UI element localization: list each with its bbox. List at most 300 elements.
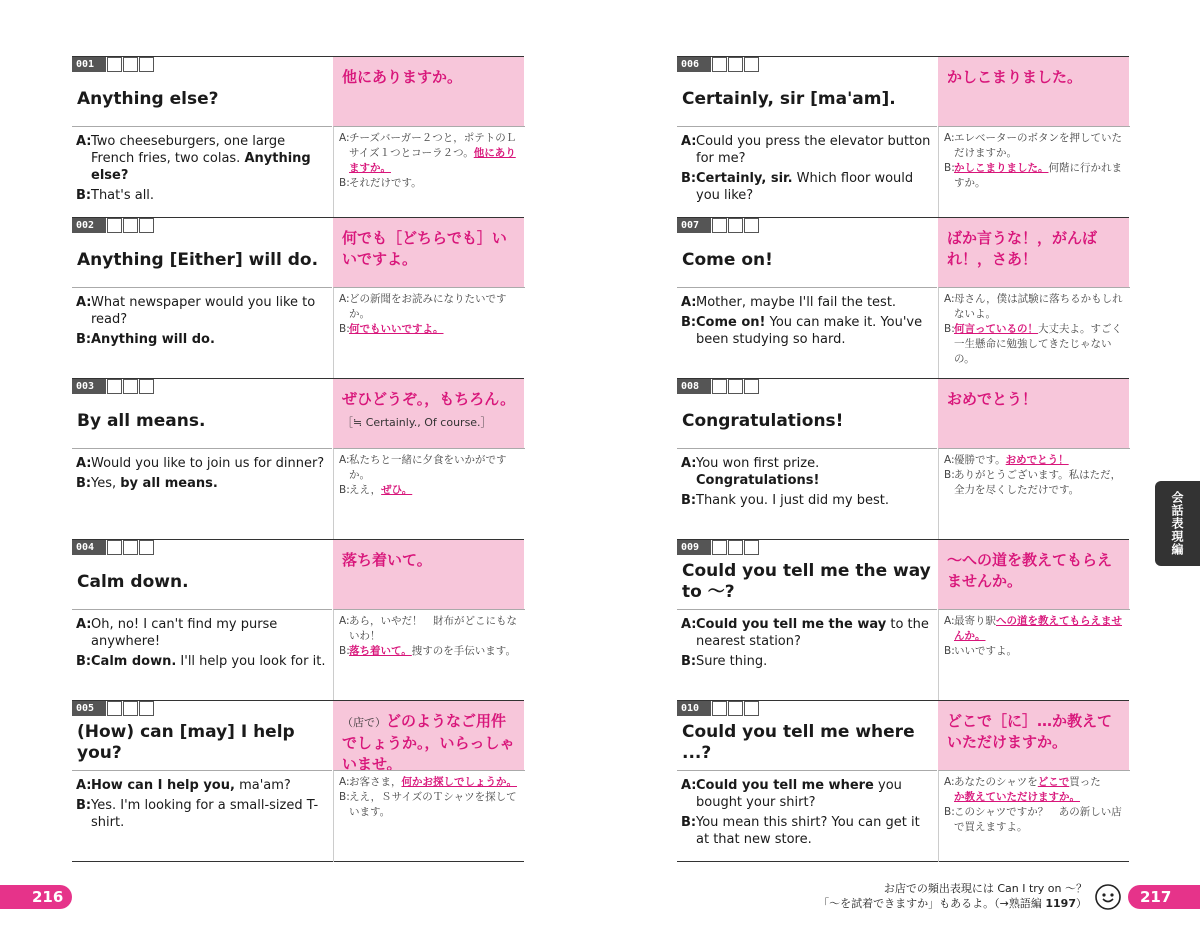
speaker-label: A: <box>339 293 350 305</box>
entry-body <box>72 448 524 539</box>
footer-note-line1: お店での頻出表現には Can I try on ～？ <box>883 882 1087 895</box>
phrase-entry <box>677 217 1129 378</box>
dialogue-line <box>334 790 521 820</box>
speaker-label: A: <box>944 615 955 627</box>
speaker-label: B: <box>339 484 350 496</box>
dialogue-line <box>939 161 1126 191</box>
speaker-label: B: <box>339 323 350 335</box>
speaker-label: A: <box>944 776 955 788</box>
speaker-label: A: <box>944 132 955 144</box>
english-phrase: Anything else? <box>77 88 219 109</box>
entry-body <box>677 609 1129 700</box>
speaker-label: B: <box>944 323 955 335</box>
dialogue-line <box>72 133 326 184</box>
entry-header <box>677 701 1129 770</box>
dialogue-line <box>72 294 326 328</box>
dialogue-line <box>334 176 521 191</box>
dialogue-text: ありがとうございます。私はただ，全力を尽くしただけです。 <box>954 469 1122 496</box>
dialogue-line <box>334 453 521 483</box>
section-tab[interactable]: 会話表現編 <box>1155 481 1200 566</box>
speaker-label: B: <box>681 315 697 330</box>
english-phrase: Congratulations! <box>682 410 844 431</box>
dialogue-key-phrase: Congratulations! <box>696 473 820 488</box>
english-dialogue <box>677 287 937 379</box>
dialogue-key-phrase: 落ち着いて。 <box>349 645 412 657</box>
english-dialogue <box>72 609 332 701</box>
english-dialogue-lines <box>72 455 326 492</box>
japanese-phrase-block <box>342 711 518 775</box>
dialogue-line <box>334 644 521 659</box>
checkbox[interactable] <box>107 379 122 394</box>
dialogue-line <box>939 614 1126 644</box>
dialogue-line <box>677 814 931 848</box>
speaker-label: B: <box>339 645 350 657</box>
entry-header <box>72 218 524 287</box>
english-phrase: (How) can [may] I help you? <box>77 722 295 763</box>
japanese-dialogue-lines <box>939 775 1126 835</box>
dialogue-line <box>72 653 326 670</box>
english-phrase: Anything [Either] will do. <box>77 249 319 270</box>
dialogue-text: you bought your shirt? <box>696 778 902 810</box>
speaker-label: B: <box>944 469 955 481</box>
japanese-dialogue <box>333 126 525 218</box>
japanese-phrase-block <box>342 67 518 88</box>
japanese-dialogue <box>938 609 1130 701</box>
dialogue-line <box>939 644 1126 659</box>
dialogue-key-phrase: Come on! <box>696 315 766 330</box>
speaker-label: A: <box>76 456 92 471</box>
dialogue-line <box>334 131 521 176</box>
english-phrase: Could you tell me where ...? <box>682 722 915 763</box>
translation-cell <box>938 540 1129 609</box>
japanese-phrase: ぜひどうぞ。，もちろん。 <box>342 390 516 408</box>
japanese-phrase-note: ［≒ Certainly., Of course.］ <box>342 416 492 429</box>
japanese-phrase-block <box>342 228 518 270</box>
speaker-label: B: <box>76 332 92 347</box>
japanese-dialogue-lines <box>334 131 521 191</box>
english-dialogue-lines <box>677 616 931 670</box>
english-dialogue <box>72 126 332 218</box>
dialogue-key-phrase: by all means. <box>120 476 218 491</box>
footer-note-line2: 「～を試着できますか」もあるよ。（→熟語編 1197） <box>818 897 1087 910</box>
dialogue-line <box>72 616 326 650</box>
dialogue-key-phrase: おめでとう！ <box>1005 454 1069 466</box>
phrase-entry <box>677 378 1129 539</box>
entry-body <box>72 609 524 700</box>
dialogue-key-phrase: 何かお探しでしょうか。 <box>401 776 517 788</box>
checkbox[interactable] <box>107 540 122 555</box>
speaker-label: A: <box>76 295 92 310</box>
speaker-label: B: <box>76 654 92 669</box>
speaker-label: B: <box>681 493 697 508</box>
japanese-phrase: ～への道を教えてもらえませんか。 <box>947 551 1113 590</box>
dialogue-text: Oh, no! I can't find my purse anywhere! <box>91 617 278 649</box>
checkbox[interactable] <box>139 379 154 394</box>
speaker-label: A: <box>339 132 350 144</box>
entry-body <box>72 126 524 217</box>
dialogue-key-phrase: Could you tell me the way <box>696 617 887 632</box>
japanese-phrase-block <box>947 550 1123 592</box>
english-dialogue-lines <box>677 133 931 204</box>
checkbox[interactable] <box>744 57 759 72</box>
dialogue-key-phrase: 何言っているの！ <box>954 323 1038 335</box>
dialogue-text: それだけです。 <box>349 177 422 189</box>
checkbox[interactable] <box>744 379 759 394</box>
checkbox[interactable] <box>728 57 743 72</box>
dialogue-text: That's all. <box>91 188 155 203</box>
english-dialogue-lines <box>72 616 326 670</box>
dialogue-text: What newspaper would you like to read? <box>91 295 316 327</box>
checkbox[interactable] <box>139 57 154 72</box>
english-dialogue <box>677 770 937 862</box>
speaker-label: A: <box>944 454 955 466</box>
dialogue-line <box>677 492 931 509</box>
checkbox[interactable] <box>712 379 727 394</box>
dialogue-line <box>334 483 521 498</box>
speaker-label: A: <box>76 617 92 632</box>
english-dialogue-lines <box>677 455 931 509</box>
dialogue-text: Which floor would you like? <box>696 171 914 203</box>
phrase-cell <box>677 218 937 287</box>
japanese-dialogue <box>333 609 525 701</box>
japanese-dialogue <box>938 448 1130 540</box>
dialogue-text: いいですよ。 <box>954 645 1017 657</box>
english-dialogue <box>677 448 937 540</box>
checkbox[interactable] <box>123 379 138 394</box>
dialogue-text: ええ， <box>349 484 382 496</box>
dialogue-text: このシャツですか？ あの新しい店で買えますよ。 <box>954 806 1122 833</box>
dialogue-line <box>939 805 1126 835</box>
speaker-label: B: <box>76 476 92 491</box>
dialogue-text: お客さま， <box>349 776 402 788</box>
translation-cell <box>333 540 524 609</box>
dialogue-key-phrase: か教えていただけますか。 <box>954 791 1080 803</box>
dialogue-line <box>72 797 326 831</box>
dialogue-key-phrase: 何でもいいですよ。 <box>349 323 444 335</box>
phrase-cell <box>677 701 937 770</box>
dialogue-text: ma'am? <box>234 778 291 793</box>
dialogue-text: Would you like to join us for dinner? <box>91 456 325 471</box>
speaker-label: A: <box>339 776 350 788</box>
japanese-phrase: おめでとう！ <box>947 390 1038 408</box>
japanese-phrase: どのようなご用件でしょうか。，いらっしゃいませ。 <box>342 712 515 773</box>
entry-number-bar <box>72 379 154 394</box>
entry-body <box>72 287 524 378</box>
phrase-entry <box>72 539 524 700</box>
dialogue-text: Two cheeseburgers, one large French fries, two colas. <box>91 134 286 166</box>
dialogue-key-phrase: 他にありますか。 <box>349 147 516 174</box>
english-dialogue <box>677 609 937 701</box>
dialogue-line <box>72 777 326 794</box>
japanese-dialogue-lines <box>939 292 1126 367</box>
page-number-right: 217 <box>1128 885 1200 909</box>
english-phrase: Certainly, sir [ma'am]. <box>682 88 896 109</box>
entry-header <box>72 701 524 773</box>
entry-number-bar <box>677 540 759 555</box>
speaker-label: A: <box>681 617 697 632</box>
speaker-label: A: <box>681 456 697 471</box>
phrase-entry <box>72 700 524 862</box>
checkbox[interactable] <box>744 218 759 233</box>
phrase-cell <box>72 701 332 770</box>
phrase-cell <box>677 379 937 448</box>
english-dialogue-lines <box>72 777 326 831</box>
entry-number: 001 <box>72 57 106 72</box>
dialogue-key-phrase: Calm down. <box>91 654 177 669</box>
checkbox[interactable] <box>107 701 122 716</box>
entry-number-bar <box>72 540 154 555</box>
entry-header <box>72 379 524 448</box>
dialogue-text: Could you press the elevator button for me? <box>696 134 931 166</box>
speaker-label: B: <box>339 177 350 189</box>
phrase-entry <box>72 217 524 378</box>
right-page <box>677 56 1129 862</box>
japanese-dialogue-lines <box>939 453 1126 498</box>
checkbox[interactable] <box>744 701 759 716</box>
dialogue-text: Sure thing. <box>696 654 768 669</box>
dialogue-key-phrase: への道を教えてもらえませんか。 <box>954 615 1122 642</box>
dialogue-line <box>72 331 326 348</box>
entry-number: 004 <box>72 540 106 555</box>
dialogue-text: 何階に行かれますか。 <box>954 162 1122 189</box>
entry-number-bar <box>677 701 759 716</box>
dialogue-key-phrase: かしこまりました。 <box>954 162 1049 174</box>
entry-number: 010 <box>677 701 711 716</box>
checkbox[interactable] <box>712 57 727 72</box>
japanese-phrase: どこで［に］…か教えていただけますか。 <box>947 712 1113 751</box>
dialogue-text: You won first prize. <box>696 456 820 471</box>
translation-cell <box>938 701 1129 770</box>
left-page <box>72 56 524 862</box>
translation-cell <box>938 218 1129 287</box>
translation-cell <box>938 379 1129 448</box>
japanese-dialogue <box>333 287 525 379</box>
dialogue-text: あら，いやだ！ 財布がどこにもないわ！ <box>349 615 517 642</box>
dialogue-key-phrase: どこで <box>1037 776 1070 788</box>
speaker-label: B: <box>681 815 697 830</box>
english-dialogue <box>72 770 332 862</box>
checkbox[interactable] <box>123 57 138 72</box>
japanese-dialogue-lines <box>939 131 1126 191</box>
entry-number: 009 <box>677 540 711 555</box>
entry-number-bar <box>677 57 759 72</box>
english-dialogue <box>72 287 332 379</box>
dialogue-text: 買った <box>1069 776 1101 788</box>
phrase-cell <box>677 540 937 609</box>
entry-number-bar <box>677 218 759 233</box>
dialogue-line <box>334 614 521 644</box>
japanese-phrase: 他にありますか。 <box>342 68 463 86</box>
dialogue-text: 最寄り駅 <box>954 615 996 627</box>
translation-cell <box>333 379 524 448</box>
dialogue-line <box>334 322 521 337</box>
phrase-cell <box>72 379 332 448</box>
checkbox[interactable] <box>107 57 122 72</box>
dialogue-line <box>939 292 1126 322</box>
dialogue-line <box>677 455 931 489</box>
checkbox[interactable] <box>123 218 138 233</box>
dialogue-line <box>677 616 931 650</box>
dialogue-text: You can make it. You've been studying so hard. <box>696 315 923 347</box>
dialogue-text: Thank you. I just did my best. <box>696 493 890 508</box>
dialogue-line <box>677 777 931 811</box>
dialogue-key-phrase: Anything will do. <box>91 332 215 347</box>
dialogue-text: あなたのシャツを <box>954 776 1038 788</box>
dialogue-text: Mother, maybe I'll fail the test. <box>696 295 897 310</box>
dialogue-line <box>939 131 1126 161</box>
checkbox[interactable] <box>712 540 727 555</box>
japanese-phrase-block <box>342 389 518 433</box>
entry-number: 008 <box>677 379 711 394</box>
dialogue-text: チーズバーガー２つと，ポテトのＬサイズ１つとコーラ２つ。 <box>349 132 517 159</box>
page-number-left: 216 <box>0 885 72 909</box>
english-dialogue-lines <box>72 294 326 348</box>
entry-header <box>677 540 1129 609</box>
dialogue-line <box>72 187 326 204</box>
checkbox[interactable] <box>139 218 154 233</box>
checkbox[interactable] <box>728 540 743 555</box>
checkbox[interactable] <box>139 540 154 555</box>
entry-number: 005 <box>72 701 106 716</box>
dialogue-line <box>677 133 931 167</box>
checkbox[interactable] <box>123 540 138 555</box>
english-phrase: Come on! <box>682 249 773 270</box>
dialogue-key-phrase: Anything else? <box>91 151 311 183</box>
dialogue-line <box>334 775 521 790</box>
checkbox[interactable] <box>728 379 743 394</box>
translation-cell <box>938 57 1129 126</box>
dialogue-line <box>939 790 1126 805</box>
phrase-entry <box>677 700 1129 862</box>
entry-body <box>677 770 1129 861</box>
speaker-label: A: <box>681 295 697 310</box>
entry-number: 006 <box>677 57 711 72</box>
dialogue-key-phrase: ぜひ。 <box>381 484 413 496</box>
dialogue-text: エレベーターのボタンを押していただけますか。 <box>954 132 1122 159</box>
checkbox[interactable] <box>139 701 154 716</box>
dialogue-text: 私たちと一緒に夕食をいかがですか。 <box>349 454 507 481</box>
speaker-label: B: <box>76 798 92 813</box>
entry-header <box>677 218 1129 287</box>
dialogue-line <box>72 455 326 472</box>
japanese-dialogue <box>938 287 1130 379</box>
checkbox[interactable] <box>123 701 138 716</box>
dialogue-text: You mean this shirt? You can get it at that new store. <box>696 815 920 847</box>
dialogue-key-phrase: How can I help you, <box>91 778 235 793</box>
speaker-label: A: <box>944 293 955 305</box>
english-dialogue-lines <box>677 294 931 348</box>
dialogue-line <box>939 775 1126 790</box>
english-dialogue-lines <box>72 133 326 204</box>
dialogue-text: 母さん，僕は試験に落ちるかもしれないよ。 <box>954 293 1123 320</box>
speaker-label: B: <box>76 188 92 203</box>
smiley-face-icon <box>1095 884 1121 910</box>
translation-cell <box>333 218 524 287</box>
checkbox[interactable] <box>712 701 727 716</box>
dialogue-text: I'll help you look for it. <box>176 654 326 669</box>
dialogue-text: 捜すのを手伝います。 <box>411 645 516 657</box>
entry-body <box>677 126 1129 217</box>
phrase-cell <box>72 57 332 126</box>
speaker-label: B: <box>339 791 350 803</box>
speaker-label: B: <box>681 654 697 669</box>
footer-note <box>818 881 1087 911</box>
checkbox[interactable] <box>712 218 727 233</box>
japanese-dialogue-lines <box>334 453 521 498</box>
entry-body <box>72 770 524 861</box>
phrase-entry <box>72 56 524 217</box>
japanese-dialogue-lines <box>334 292 521 337</box>
english-phrase: Calm down. <box>77 571 189 592</box>
dialogue-line <box>677 294 931 311</box>
japanese-dialogue <box>333 448 525 540</box>
entry-number: 002 <box>72 218 106 233</box>
dialogue-text: Yes, <box>91 476 121 491</box>
dialogue-line <box>677 653 931 670</box>
speaker-label: A: <box>76 778 92 793</box>
japanese-phrase-prefix: （店で） <box>342 716 386 729</box>
checkbox[interactable] <box>728 218 743 233</box>
entry-number-bar <box>72 218 154 233</box>
japanese-phrase-block <box>947 389 1123 410</box>
japanese-dialogue <box>938 126 1130 218</box>
speaker-label: B: <box>944 645 955 657</box>
entry-number-bar <box>72 57 154 72</box>
dialogue-text: 優勝です。 <box>954 454 1006 466</box>
japanese-phrase: ばか言うな！，がんばれ！，さあ！ <box>947 229 1098 268</box>
japanese-phrase: 何でも［どちらでも］いいですよ。 <box>342 229 507 268</box>
japanese-phrase-block <box>342 550 518 571</box>
entry-header <box>677 57 1129 126</box>
entry-body <box>677 448 1129 539</box>
phrase-cell <box>72 540 332 609</box>
speaker-label: B: <box>944 806 955 818</box>
dialogue-text: 大丈夫よ。すごく一生懸命に勉強してきたじゃないの。 <box>954 323 1122 365</box>
dialogue-text: どの新聞をお読みになりたいですか。 <box>349 293 507 320</box>
english-dialogue <box>677 126 937 218</box>
dialogue-line <box>939 453 1126 468</box>
japanese-phrase: 落ち着いて。 <box>342 551 432 569</box>
speaker-label: A: <box>339 615 350 627</box>
dialogue-line <box>939 322 1126 367</box>
translation-cell <box>333 57 524 126</box>
dialogue-line <box>72 475 326 492</box>
dialogue-line <box>677 170 931 204</box>
speaker-label: B: <box>944 162 955 174</box>
phrase-cell <box>677 57 937 126</box>
dialogue-text: ええ，ＳサイズのＴシャツを探しています。 <box>349 791 517 818</box>
dialogue-key-phrase: Certainly, sir. <box>696 171 793 186</box>
japanese-dialogue <box>333 770 525 862</box>
checkbox[interactable] <box>744 540 759 555</box>
speaker-label: A: <box>681 778 697 793</box>
japanese-phrase-block <box>947 67 1123 88</box>
entry-number: 007 <box>677 218 711 233</box>
speaker-label: A: <box>681 134 697 149</box>
speaker-label: B: <box>681 171 697 186</box>
japanese-dialogue-lines <box>334 614 521 659</box>
checkbox[interactable] <box>728 701 743 716</box>
japanese-phrase: かしこまりました。 <box>947 68 1083 86</box>
japanese-phrase-block <box>947 711 1123 753</box>
entry-number: 003 <box>72 379 106 394</box>
checkbox[interactable] <box>107 218 122 233</box>
phrase-cell <box>72 218 332 287</box>
phrase-entry <box>677 56 1129 217</box>
english-phrase: By all means. <box>77 410 206 431</box>
speaker-label: A: <box>76 134 92 149</box>
japanese-dialogue-lines <box>939 614 1126 659</box>
